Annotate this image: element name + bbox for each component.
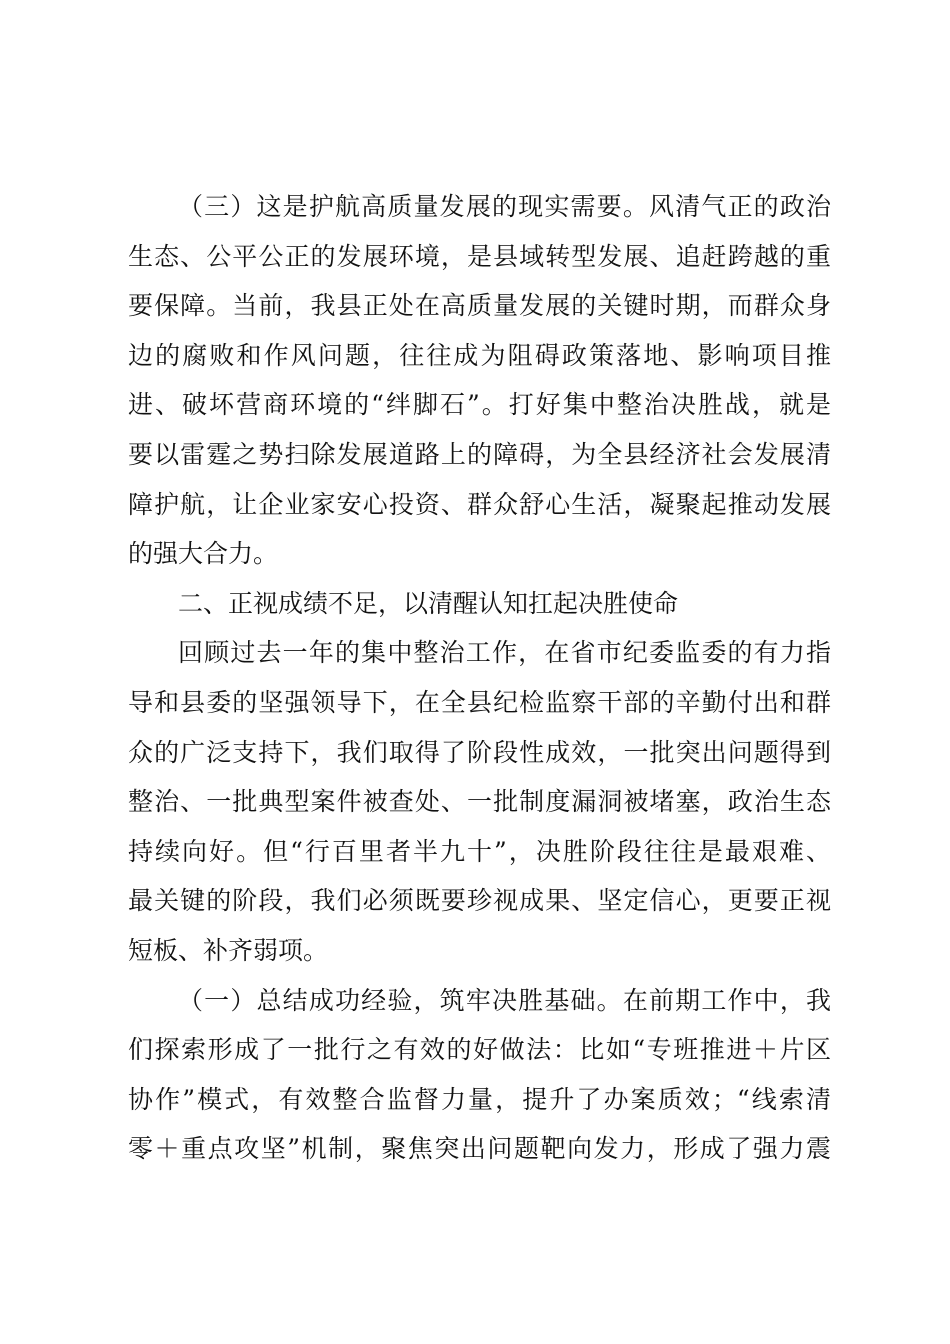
text-line: 要以雷霆之势扫除发展道路上的障碍，为全县经济社会发展清	[128, 439, 831, 469]
text-line: 零＋重点攻坚”机制，聚焦突出问题靶向发力，形成了强力震	[128, 1134, 831, 1164]
text-line: （三）这是护航高质量发展的现实需要。风清气正的政治	[178, 192, 831, 221]
text-line: 整治、一批典型案件被查处、一批制度漏洞被堵塞，政治生态	[128, 787, 831, 817]
section-heading	[128, 583, 831, 633]
text-line: 众的广泛支持下，我们取得了阶段性成效，一批突出问题得到	[128, 737, 831, 767]
text-line: 障护航，让企业家安心投资、群众舒心生活，凝聚起推动发展	[128, 489, 831, 519]
text-line: 持续向好。但“行百里者半九十”，决胜阶段往往是最艰难、	[128, 836, 831, 866]
text-line: 协作”模式，有效整合监督力量，提升了办案质效；“线索清	[128, 1084, 831, 1114]
text-line: 生态、公平公正的发展环境，是县域转型发展、追赶跨越的重	[128, 241, 831, 271]
paragraph	[128, 980, 831, 1178]
text-line: 进、破坏营商环境的“绊脚石”。打好集中整治决胜战，就是	[128, 390, 831, 420]
text-line: 要保障。当前，我县正处在高质量发展的关键时期，而群众身	[128, 291, 831, 321]
text-line: 的强大合力。	[128, 539, 279, 569]
text-line: 最关键的阶段，我们必须既要珍视成果、坚定信心，更要正视	[128, 886, 831, 916]
text-line: 边的腐败和作风问题，往往成为阻碍政策落地、影响项目推	[128, 340, 831, 370]
text-line: 们探索形成了一批行之有效的好做法：比如“专班推进＋片区	[128, 1035, 831, 1065]
text-line: （一）总结成功经验，筑牢决胜基础。在前期工作中，我	[178, 985, 831, 1015]
text-line: 短板、补齐弱项。	[128, 935, 329, 965]
text-line: 二、正视成绩不足，以清醒认知扛起决胜使命	[178, 588, 679, 618]
text-line: 导和县委的坚强领导下，在全县纪检监察干部的辛勤付出和群	[128, 687, 831, 717]
document-page	[128, 186, 831, 1178]
paragraph	[128, 186, 831, 583]
paragraph	[128, 632, 831, 979]
text-line: 回顾过去一年的集中整治工作，在省市纪委监委的有力指	[178, 638, 831, 668]
